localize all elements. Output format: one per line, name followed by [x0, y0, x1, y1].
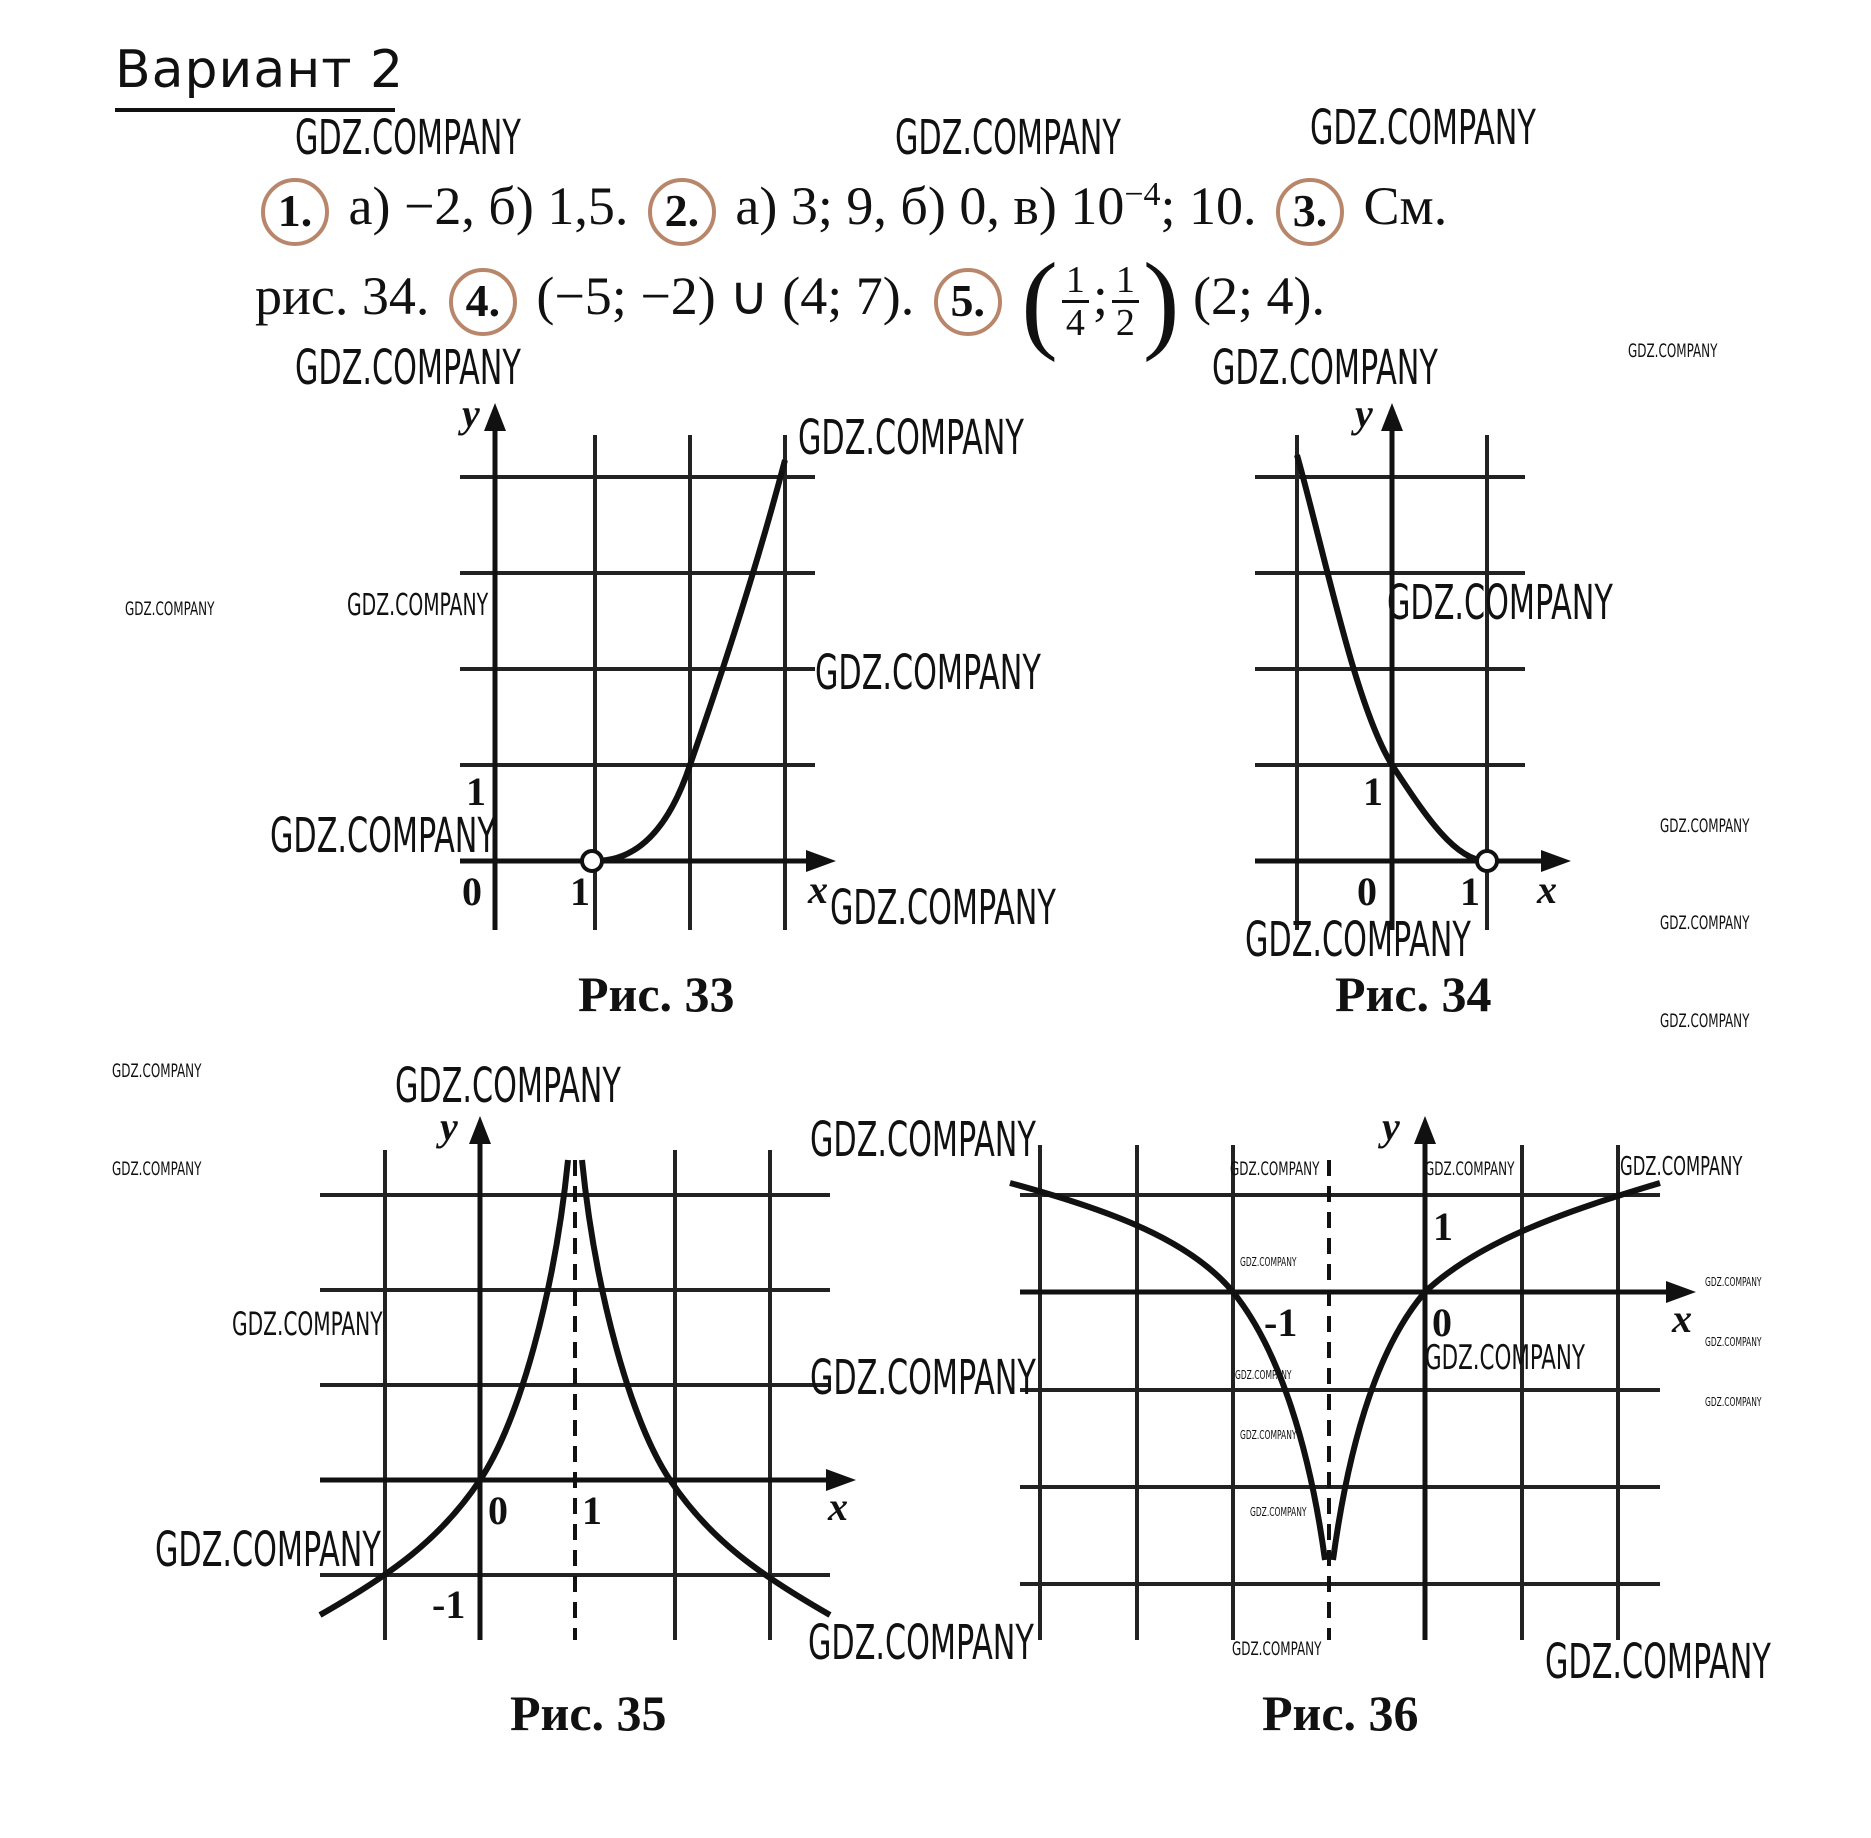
watermark: GDZ.COMPANY: [347, 588, 489, 623]
y-axis-label: y: [1382, 1104, 1400, 1149]
y-tick-label: 1: [1363, 769, 1383, 814]
watermark: GDZ.COMPANY: [830, 880, 1056, 936]
label-a: а): [348, 176, 391, 236]
x-axis-label: x: [828, 1484, 848, 1529]
answer-value: 0,: [959, 176, 1000, 236]
watermark: GDZ.COMPANY: [1660, 912, 1750, 934]
origin-label: 0: [462, 869, 482, 914]
y-axis-arrow: [1414, 1116, 1436, 1144]
origin-label: 0: [1357, 869, 1377, 914]
watermark: GDZ.COMPANY: [810, 1112, 1036, 1168]
watermark: GDZ.COMPANY: [270, 808, 496, 864]
hollow-point: [1477, 851, 1497, 871]
y-axis-label: y: [462, 391, 480, 436]
watermark: GDZ.COMPANY: [1705, 1335, 1762, 1349]
watermark: GDZ.COMPANY: [295, 340, 521, 396]
watermark: GDZ.COMPANY: [798, 410, 1024, 466]
fraction-numerator: 1: [1062, 260, 1089, 303]
fraction-numerator: 1: [1112, 260, 1139, 303]
answer-value: 1,5.: [547, 176, 629, 236]
watermark: GDZ.COMPANY: [112, 1060, 202, 1082]
watermark: GDZ.COMPANY: [295, 110, 521, 166]
watermark: GDZ.COMPANY: [810, 1350, 1036, 1406]
y-axis-label: y: [440, 1104, 458, 1149]
fraction-denominator: 2: [1115, 302, 1135, 345]
x-tick-label: 1: [570, 869, 590, 914]
figure-35: [310, 1100, 870, 1660]
watermark: GDZ.COMPANY: [1240, 1428, 1297, 1442]
task-number-4: 4.: [449, 268, 517, 336]
y-tick-label: -1: [432, 1582, 466, 1627]
x-axis-label: x: [1537, 867, 1557, 912]
label-b: б): [488, 176, 534, 236]
watermark: GDZ.COMPANY: [1232, 1638, 1322, 1660]
watermark: GDZ.COMPANY: [1250, 1505, 1307, 1519]
fraction-1: [1062, 260, 1089, 343]
task-number-3: 3.: [1276, 178, 1344, 246]
figure-caption: Рис. 34: [1335, 966, 1492, 1022]
y-axis-label: y: [1355, 391, 1373, 436]
watermark: GDZ.COMPANY: [1545, 1634, 1771, 1690]
watermark: GDZ.COMPANY: [1425, 1158, 1515, 1180]
figure-caption: Рис. 33: [578, 966, 735, 1022]
function-curve-right: [582, 1160, 830, 1615]
watermark: GDZ.COMPANY: [1235, 1368, 1292, 1382]
hollow-point: [582, 851, 602, 871]
watermark: GDZ.COMPANY: [155, 1522, 381, 1578]
close-paren: ): [1142, 240, 1180, 363]
fraction-2: [1112, 260, 1139, 343]
answer-value: рис. 34.: [255, 266, 430, 326]
figure-33: [440, 391, 840, 935]
y-axis-arrow: [1381, 403, 1403, 431]
figure-caption: Рис. 35: [510, 1685, 667, 1741]
watermark: GDZ.COMPANY: [1660, 815, 1750, 837]
watermark: GDZ.COMPANY: [125, 598, 215, 620]
x-axis-label: x: [808, 867, 828, 912]
power-base: 10: [1070, 176, 1125, 236]
answer-value: −2,: [403, 176, 475, 236]
watermark: GDZ.COMPANY: [1705, 1275, 1762, 1289]
figure-36: [1010, 1100, 1710, 1660]
power-exponent: −4: [1124, 176, 1161, 213]
watermark: GDZ.COMPANY: [112, 1158, 202, 1180]
figure-34: [1255, 391, 1575, 935]
watermark: GDZ.COMPANY: [232, 1305, 383, 1343]
watermark: GDZ.COMPANY: [895, 110, 1121, 166]
y-tick-label: 1: [1433, 1204, 1453, 1249]
label-c: в): [1013, 176, 1057, 236]
watermark: GDZ.COMPANY: [1240, 1255, 1297, 1269]
fraction-denominator: 4: [1065, 302, 1085, 345]
watermark: GDZ.COMPANY: [1245, 912, 1471, 968]
task-number-5: 5.: [934, 268, 1002, 336]
x-axis-label: x: [1672, 1296, 1692, 1341]
watermark: GDZ.COMPANY: [808, 1615, 1034, 1671]
answer-value: 3; 9,: [790, 176, 887, 236]
x-tick-label: 1: [1460, 869, 1480, 914]
y-axis-arrow: [484, 403, 506, 431]
open-paren: (: [1021, 240, 1058, 363]
separator: ;: [1092, 266, 1108, 326]
answer-power: [1070, 176, 1256, 236]
watermark: GDZ.COMPANY: [1705, 1395, 1762, 1409]
watermark: GDZ.COMPANY: [1310, 100, 1536, 156]
task-number-2: 2.: [648, 178, 716, 246]
answer-value: (−5; −2) ∪ (4; 7).: [536, 266, 915, 326]
task-number-1: 1.: [261, 178, 329, 246]
watermark: GDZ.COMPANY: [1620, 1152, 1743, 1182]
watermark: GDZ.COMPANY: [1212, 340, 1438, 396]
page-title: Вариант 2: [115, 40, 405, 100]
x-tick-label: 1: [582, 1488, 602, 1533]
label-b: б): [900, 176, 946, 236]
y-axis-arrow: [469, 1116, 491, 1144]
x-tick-label: -1: [1264, 1300, 1298, 1345]
watermark: GDZ.COMPANY: [1425, 1338, 1585, 1378]
answer-value: См.: [1363, 176, 1448, 236]
watermark: GDZ.COMPANY: [1230, 1158, 1320, 1180]
watermark: GDZ.COMPANY: [1660, 1010, 1750, 1032]
watermark: GDZ.COMPANY: [1628, 340, 1718, 362]
figure-caption: Рис. 36: [1262, 1685, 1419, 1741]
power-tail: ; 10.: [1160, 176, 1257, 236]
origin-label: 0: [1432, 1300, 1452, 1345]
origin-label: 0: [488, 1488, 508, 1533]
label-a: а): [735, 176, 778, 236]
answer-value: (2; 4).: [1193, 266, 1326, 326]
y-tick-label: 1: [466, 769, 486, 814]
watermark: GDZ.COMPANY: [1387, 575, 1613, 631]
watermark: GDZ.COMPANY: [815, 645, 1041, 701]
watermark: GDZ.COMPANY: [395, 1058, 621, 1114]
